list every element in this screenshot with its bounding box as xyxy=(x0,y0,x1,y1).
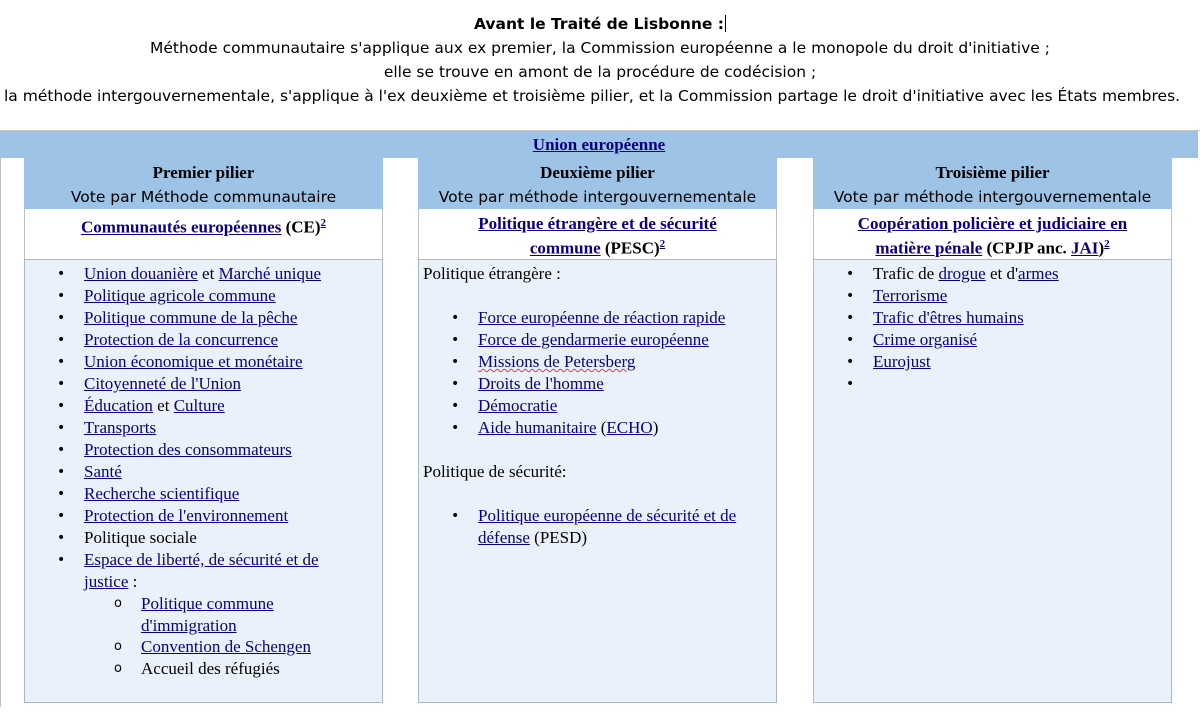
pillar-3-note-link[interactable]: 2 xyxy=(1104,238,1110,250)
list-item xyxy=(419,307,776,329)
list-item: • Aide humanitaire (ECHO) xyxy=(419,417,776,439)
communautes-europeennes-link[interactable]: Communautés européennes xyxy=(80,217,282,237)
table-banner xyxy=(0,131,1198,158)
pillar-2-body xyxy=(418,259,777,703)
aide-humanitaire-link[interactable]: Aide humanitaire xyxy=(478,418,597,437)
pesc-link-2[interactable]: commune xyxy=(529,238,601,258)
drogue-link[interactable]: drogue xyxy=(938,264,986,283)
terrorisme-link[interactable]: Terrorisme xyxy=(873,286,948,305)
accueil-refugies-text: Accueil des réfugiés xyxy=(141,658,280,678)
pillar-1-org-suffix: (CE) xyxy=(281,217,321,237)
justice-link[interactable]: justice xyxy=(84,572,129,591)
pillar-2-foreign-list xyxy=(419,307,776,439)
list-item xyxy=(25,505,382,527)
list-item xyxy=(814,329,1171,351)
intro-line-3: la méthode intergouvernementale, s'applique à l'ex deuxième et troisième pilier, et la Commission partage le droit d'initiative avec les États membres. xyxy=(4,87,1181,105)
pillar-3-vote: Vote par méthode intergouvernementale xyxy=(833,188,1152,206)
culture-link[interactable]: Culture xyxy=(173,396,225,415)
environnement-link[interactable]: Protection de l'environnement xyxy=(84,506,289,525)
pesc-link-1[interactable]: Politique étrangère et de sécurité xyxy=(478,214,717,233)
list-item: • Éducation et Culture xyxy=(25,395,382,417)
pillar-2-org-suffix: (PESC) xyxy=(600,238,660,258)
list-item xyxy=(25,461,382,483)
pesd-link-2[interactable]: défense xyxy=(478,528,530,547)
foreign-policy-label: Politique étrangère : xyxy=(423,264,561,283)
list-item xyxy=(419,329,776,351)
droits-homme-link[interactable]: Droits de l'homme xyxy=(478,374,604,393)
politique-agricole-link[interactable]: Politique agricole commune xyxy=(84,286,276,305)
list-item xyxy=(419,395,776,417)
immigration-link-1[interactable]: Politique commune xyxy=(141,594,274,613)
consommateurs-link[interactable]: Protection des consommateurs xyxy=(84,440,292,459)
sante-link[interactable]: Santé xyxy=(84,462,122,481)
list-item xyxy=(25,329,382,351)
pillar-3-org-mid: (CPJP anc. xyxy=(982,238,1072,258)
union-europeenne-link[interactable]: Union européenne xyxy=(532,135,666,154)
list-item xyxy=(814,307,1171,329)
pillar-1-note-link[interactable]: 2 xyxy=(320,217,327,229)
citoyennete-link[interactable]: Citoyenneté de l'Union xyxy=(84,374,241,393)
list-item: • Trafic de drogue et d'armes xyxy=(814,263,1171,285)
pillar-3-body xyxy=(813,259,1172,703)
list-item xyxy=(419,373,776,395)
pesd-link-1[interactable]: Politique européenne de sécurité et de xyxy=(478,506,737,525)
pillar-2-title: Deuxième pilier xyxy=(540,163,655,182)
intro-text xyxy=(0,12,1200,108)
jai-link[interactable]: JAI xyxy=(1071,238,1099,258)
pillar-2-security-list xyxy=(419,505,776,549)
list-item xyxy=(25,527,382,549)
democratie-link[interactable]: Démocratie xyxy=(478,396,558,415)
pillar-3-header xyxy=(813,158,1172,209)
security-policy-label: Politique de sécurité: xyxy=(423,462,567,481)
education-link[interactable]: Éducation xyxy=(84,396,153,415)
list-item xyxy=(25,483,382,505)
list-item: • Espace de liberté, de sécurité et de justice : xyxy=(25,549,382,593)
pillar-3-org: Coopération policière et judiciaire en matière pénale (CPJP anc. JAI)$^2$ xyxy=(813,209,1172,259)
list-item xyxy=(25,373,382,395)
sublist-item xyxy=(25,593,382,636)
concurrence-link[interactable]: Protection de la concurrence xyxy=(84,330,278,349)
cpjp-link-1[interactable]: Coopération policière et judiciaire en xyxy=(857,214,1128,233)
reaction-rapide-link[interactable]: Force européenne de réaction rapide xyxy=(478,308,726,327)
armes-link[interactable]: armes xyxy=(1018,264,1059,283)
pillar-1-org xyxy=(24,209,383,259)
petersberg-link[interactable]: Missions de Petersberg xyxy=(478,352,636,371)
list-item xyxy=(25,417,382,439)
pillar-1-list xyxy=(25,263,382,593)
politique-peche-link[interactable]: Politique commune de la pêche xyxy=(84,308,298,327)
list-item xyxy=(25,285,382,307)
sublist-item xyxy=(25,636,382,658)
pillar-1-header xyxy=(24,158,383,209)
intro-title: Avant le Traité de Lisbonne : xyxy=(473,15,724,33)
pillar-3-title: Troisième pilier xyxy=(935,163,1050,182)
table-left-border xyxy=(0,158,1,707)
pillar-1-sublist xyxy=(25,593,382,679)
list-item xyxy=(419,351,776,373)
politique-sociale-text: Politique sociale xyxy=(84,528,197,547)
pillar-1-title: Premier pilier xyxy=(152,163,255,182)
list-item: • Politique européenne de sécurité et de défense (PESD) xyxy=(419,505,776,549)
pillar-1-body xyxy=(24,259,383,703)
list-item xyxy=(814,373,1171,395)
list-item xyxy=(814,285,1171,307)
trafic-humains-link[interactable]: Trafic d'êtres humains xyxy=(873,308,1024,327)
sublist-item xyxy=(25,658,382,680)
eu-pillars-table xyxy=(0,130,1200,707)
marche-unique-link[interactable]: Marché unique xyxy=(218,264,321,283)
intro-line-1: Méthode communautaire s'applique aux ex premier, la Commission européenne a le monopole du droit d'initiative ; xyxy=(150,39,1050,57)
text-cursor xyxy=(725,15,726,32)
gendarmerie-link[interactable]: Force de gendarmerie européenne xyxy=(478,330,709,349)
pillar-2-header xyxy=(418,158,777,209)
crime-organise-link[interactable]: Crime organisé xyxy=(873,330,978,349)
list-item xyxy=(25,307,382,329)
pillar-2-vote: Vote par méthode intergouvernementale xyxy=(438,188,757,206)
cpjp-link-2[interactable]: matière pénale xyxy=(875,238,983,258)
list-item xyxy=(25,439,382,461)
pillar-3-list xyxy=(814,263,1171,395)
immigration-link-2[interactable]: d'immigration xyxy=(141,615,237,635)
pillar-2-org xyxy=(418,209,777,259)
schengen-link[interactable]: Convention de Schengen xyxy=(141,637,311,656)
list-item xyxy=(25,351,382,373)
echo-link[interactable]: ECHO xyxy=(606,418,653,437)
intro-line-2: elle se trouve en amont de la procédure de codécision ; xyxy=(383,63,817,81)
transports-link[interactable]: Transports xyxy=(84,418,157,437)
recherche-link[interactable]: Recherche scientifique xyxy=(84,484,240,503)
union-economique-link[interactable]: Union économique et monétaire xyxy=(84,352,303,371)
union-douaniere-link[interactable]: Union douanière xyxy=(84,264,198,283)
corruption-link[interactable]: Eurojust xyxy=(873,352,931,371)
pillar-1-vote: Vote par Méthode communautaire xyxy=(70,188,337,206)
pillar-2-note-link[interactable]: 2 xyxy=(659,238,666,250)
espace-liberte-link[interactable]: Espace de liberté, de sécurité et de xyxy=(84,550,319,569)
list-item: • Union douanière et Marché unique xyxy=(25,263,382,285)
list-item xyxy=(814,351,1171,373)
